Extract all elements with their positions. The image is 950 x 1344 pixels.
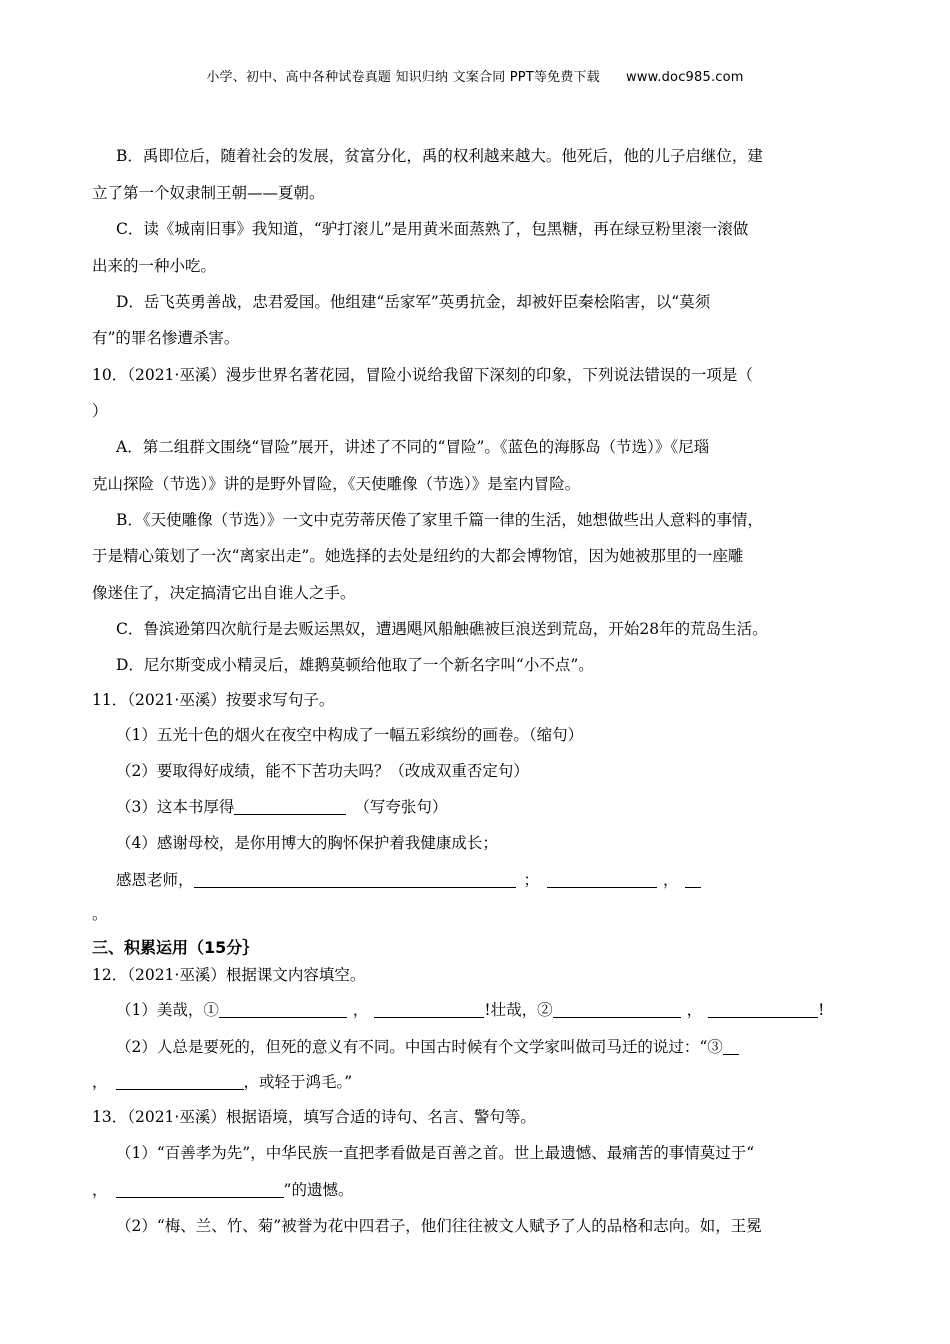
q11-part3: [116, 796, 447, 818]
q11-part5: [116, 869, 701, 891]
q10-option-d: D．尼尔斯变成小精灵后，雄鹅莫顿给他取了一个新名字叫“小不点”。: [116, 656, 594, 674]
q11-part3-blank[interactable]: [234, 798, 346, 815]
q10-option-b-line3: 像迷住了，决定搞清它出自谁人之手。: [92, 584, 356, 602]
q11-part5-blank2[interactable]: [547, 871, 657, 888]
q12-blank-3[interactable]: [553, 1001, 681, 1018]
q11-part5-blank3[interactable]: [685, 871, 701, 888]
q12-blank-5[interactable]: [723, 1038, 739, 1055]
q12-blank-2[interactable]: [374, 1001, 484, 1018]
q13-part2-line1: （2）“梅、兰、竹、菊”被誉为花中四君子，他们往往被文人赋予了人的品格和志向。如，王冕: [116, 1217, 762, 1235]
q12-part1-text-b: !壮哉，②: [484, 1001, 553, 1019]
q12-part2-text: （2）人总是要死的，但死的意义有不同。中国古时候有个文学家叫做司马迁的说过：“③: [116, 1038, 723, 1056]
q11-part5-blank1[interactable]: [194, 871, 516, 888]
q9-option-c-line1: C．读《城南旧事》我知道，“驴打滚儿”是用黄米面蒸熟了，包黑糖，再在绿豆粉里滚一滚做: [116, 220, 749, 238]
q13-part1-line2: [92, 1179, 353, 1201]
q9-option-d-line2: 有”的罪名惨遭杀害。: [92, 329, 240, 347]
q13-stem: 13．（2021·巫溪）根据语境，填写合适的诗句、名言、警句等。: [92, 1108, 536, 1126]
q12-part1-text-a: （1）美哉，①: [116, 1001, 219, 1019]
q12-part2-end: ，或轻于鸿毛。”: [243, 1073, 353, 1091]
q12-blank-1[interactable]: [219, 1001, 347, 1018]
page-header: [0, 66, 950, 85]
q11-part2: （2）要取得好成绩，能不下苦功夫吗？（改成双重否定句）: [116, 762, 529, 780]
q9-option-b-line1: B．禹即位后，随着社会的发展，贫富分化，禹的权利越来越大。他死后，他的儿子启继位，建: [116, 147, 763, 165]
q12-stem: 12．（2021·巫溪）根据课文内容填空。: [92, 966, 366, 984]
header-slogan: 小学、初中、高中各种试卷真题 知识归纳 文案合同 PPT等免费下载: [206, 70, 600, 85]
q11-part5-sep1: ；: [523, 871, 540, 889]
q13-part1-end: ”的遗憾。: [283, 1181, 354, 1199]
q13-part1-comma: ，: [92, 1181, 108, 1199]
q10-option-a-line1: A．第二组群文围绕“冒险”展开，讲述了不同的“冒险”。《蓝色的海豚岛（节选）》《尼瑙: [116, 438, 710, 456]
q13-part1-line1: （1）“百善孝为先”，中华民族一直把孝看做是百善之首。世上最遗憾、最痛苦的事情莫过于“: [116, 1144, 755, 1162]
q10-stem-line2: ）: [92, 402, 108, 420]
q12-blank-4[interactable]: [708, 1001, 818, 1018]
q12-part1: [116, 999, 824, 1021]
q11-part5-sep2: ，: [663, 871, 679, 889]
q12-part1-sep1: ，: [352, 1001, 369, 1019]
q11-stem: 11．（2021·巫溪）按要求写句子。: [92, 691, 335, 709]
q11-part4: （4）感谢母校，是你用博大的胸怀保护着我健康成长；: [116, 834, 498, 852]
q12-part2-comma: ，: [92, 1073, 108, 1091]
q9-option-b-line2: 立了第一个奴隶制王朝——夏朝。: [92, 184, 325, 202]
q10-option-c: C．鲁滨逊第四次航行是去贩运黑奴，遭遇飓风船触礁被巨浪送到荒岛，开始28年的荒岛生活。: [116, 620, 768, 638]
q11-part1: （1）五光十色的烟火在夜空中构成了一幅五彩缤纷的画卷。（缩句）: [116, 726, 584, 744]
q12-blank-6[interactable]: [116, 1073, 244, 1090]
q9-option-d-line1: D．岳飞英勇善战，忠君爱国。他组建“岳家军”英勇抗金，却被奸臣秦桧陷害，以“莫须: [116, 293, 711, 311]
q11-part5-end: 。: [92, 905, 108, 923]
q10-option-b-line2: 于是精心策划了一次“离家出走”。她选择的去处是纽约的大都会博物馆，因为她被那里的一座雕: [92, 547, 744, 565]
q10-option-a-line2: 克山探险（节选）》讲的是野外冒险，《天使雕像（节选）》是室内冒险。: [92, 475, 581, 493]
q9-option-c-line2: 出来的一种小吃。: [92, 257, 217, 275]
q11-part3-prefix: （3）这本书厚得: [116, 798, 235, 816]
q12-part1-sep2: ，: [686, 1001, 703, 1019]
header-site-link[interactable]: www.doc985.com: [625, 70, 744, 85]
q12-part2: [116, 1036, 739, 1058]
q12-part2-line2: [92, 1071, 352, 1093]
q11-part5-prefix: 感恩老师，: [116, 871, 194, 889]
q10-stem-line1: 10．（2021·巫溪）漫步世界名著花园，冒险小说给我留下深刻的印象，下列说法错误的一项是（: [92, 366, 753, 384]
q12-part1-end: !: [818, 1001, 825, 1019]
q11-part3-suffix: （写夸张句）: [354, 798, 448, 816]
q13-blank-1[interactable]: [116, 1181, 284, 1198]
q10-option-b-line1: B．《天使雕像（节选）》一文中克劳蒂厌倦了家里千篇一律的生活，她想做些出人意料的事情，: [116, 511, 763, 529]
section-3-title: 三、积累运用（15分｝: [92, 938, 259, 957]
